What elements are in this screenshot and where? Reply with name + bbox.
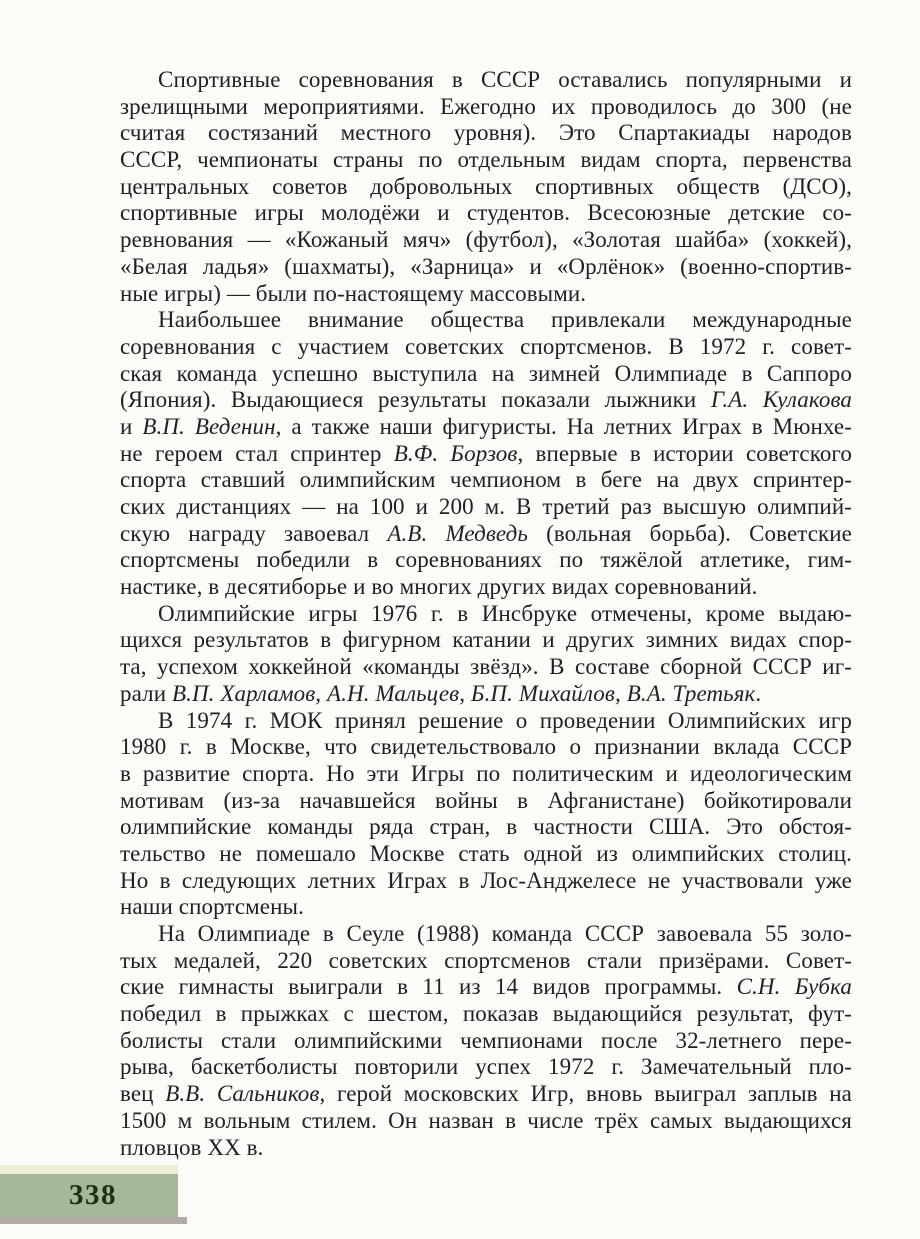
text-line xyxy=(120,441,852,468)
text-line xyxy=(120,307,852,334)
person-name: В.Ф. Борзов xyxy=(393,440,518,466)
text-line xyxy=(120,200,852,227)
text-line xyxy=(120,627,852,654)
text-line xyxy=(120,94,852,121)
band-bottom-shadow xyxy=(0,1217,187,1224)
text-line xyxy=(120,521,852,548)
text-line xyxy=(120,948,852,975)
text-segment: центральных советов добровольных спортивных обществ (ДСО), xyxy=(120,173,852,199)
text-segment: Спортивные соревнования в СССР оставались популярными и xyxy=(158,67,852,92)
text-segment: болисты стали олимпийскими чемпионами после 32-летнего пере- xyxy=(120,1027,852,1053)
text-segment: спорта ставший олимпийским чемпионом в беге на двух спринтер- xyxy=(120,467,852,493)
text-line xyxy=(120,281,852,308)
text-line xyxy=(120,467,852,494)
text-line xyxy=(120,1054,852,1081)
text-line xyxy=(120,414,852,441)
text-segment: ревнования — «Кожаный мяч» (футбол), «Золотая шайба» (хоккей), xyxy=(120,227,852,253)
text-line xyxy=(120,734,852,761)
text-segment: наши спортсмены. xyxy=(120,894,304,920)
text-line xyxy=(120,841,852,868)
text-line xyxy=(120,254,852,281)
band-top-edge xyxy=(0,1165,178,1174)
text-segment: (вольная борьба). Советские xyxy=(527,520,852,546)
text-line xyxy=(120,67,852,94)
text-line xyxy=(120,708,852,735)
text-segment: Олимпийские игры 1976 г. в Инсбруке отмечены, кроме выдаю- xyxy=(158,600,852,626)
text-segment: ская команда успешно выступила на зимней Олимпиаде в Саппоро xyxy=(120,360,852,386)
text-line xyxy=(120,974,852,1001)
text-segment: в развитие спорта. Но эти Игры по политическим и идеологическим xyxy=(120,760,852,786)
text-line xyxy=(120,894,852,921)
text-segment: пловцов XX в. xyxy=(120,1134,264,1160)
text-line xyxy=(120,761,852,788)
paragraph xyxy=(120,921,852,1161)
paragraph xyxy=(120,708,852,922)
person-name: В.В. Сальников xyxy=(165,1081,320,1107)
text-segment: зрелищными мероприятиями. Ежегодно их проводилось до 300 (не xyxy=(120,93,852,119)
text-line xyxy=(120,334,852,361)
text-line xyxy=(120,1135,852,1162)
text-segment: ские гимнасты выиграли в 11 из 14 видов программы. xyxy=(120,974,737,1000)
person-name: В.П. Харламов, А.Н. Мальцев, Б.П. Михайлов, В.А. Третьяк xyxy=(171,680,756,706)
text-line xyxy=(120,387,852,414)
page-number: 338 xyxy=(69,1179,117,1211)
person-name: А.В. Медведь xyxy=(387,520,528,546)
text-segment: , впервые в истории советского xyxy=(517,440,852,466)
band-green-strip xyxy=(0,1174,178,1217)
text-segment: тых медалей, 220 советских спортсменов стали призёрами. Совет- xyxy=(120,947,852,973)
person-name: С.Н. Бубка xyxy=(736,974,852,1000)
text-segment: «Белая ладья» (шахматы), «Зарница» и «Орлёнок» (военно-спортив- xyxy=(120,253,852,279)
text-line xyxy=(120,227,852,254)
text-segment: Но в следующих летних Играх в Лос-Анджелесе не участвовали уже xyxy=(120,867,852,893)
text-segment: СССР, чемпионаты страны по отдельным видам спорта, первенства xyxy=(120,147,852,173)
text-line xyxy=(120,601,852,628)
text-segment: В 1974 г. МОК принял решение о проведении Олимпийских игр xyxy=(158,707,852,733)
text-segment: настике, в десятиборье и во многих других видах соревнований. xyxy=(120,574,758,600)
text-segment: и xyxy=(120,413,143,439)
text-line xyxy=(120,814,852,841)
text-segment: вец xyxy=(120,1081,166,1107)
text-segment: спортсмены победили в соревнованиях по тяжёлой атлетике, гим- xyxy=(120,547,852,573)
text-segment: рали xyxy=(120,680,172,706)
text-segment: не героем стал спринтер xyxy=(120,440,394,466)
text-segment: скую награду завоевал xyxy=(120,520,388,546)
text-line xyxy=(120,1028,852,1055)
text-line xyxy=(120,921,852,948)
text-block xyxy=(120,67,852,1161)
text-segment: На Олимпиаде в Сеуле (1988) команда СССР завоевала 55 золо- xyxy=(158,921,852,946)
text-segment: щихся результатов в фигурном катании и других зимних видах спор- xyxy=(120,627,852,653)
text-line xyxy=(120,1081,852,1108)
text-segment: рыва, баскетболисты повторили успех 1972 г. Замечательный пло- xyxy=(120,1054,852,1080)
text-line xyxy=(120,1001,852,1028)
text-line xyxy=(120,494,852,521)
paragraph xyxy=(120,601,852,708)
text-line xyxy=(120,120,852,147)
text-segment: тельство не помешало Москве стать одной из олимпийских столиц. xyxy=(120,840,852,866)
text-segment: , герой московских Игр, вновь выиграл заплыв на xyxy=(319,1081,852,1107)
person-name: В.П. Веденин xyxy=(142,413,276,439)
text-segment: 1500 м вольным стилем. Он назван в числе трёх самых выдающихся xyxy=(120,1107,852,1133)
text-segment: та, успехом хоккейной «команды звёзд». В составе сборной СССР иг- xyxy=(120,654,852,680)
text-line xyxy=(120,361,852,388)
text-segment: спортивные игры молодёжи и студентов. Всесоюзные детские со- xyxy=(120,200,852,226)
text-line xyxy=(120,147,852,174)
text-segment: (Япония). Выдающиеся результаты показали лыжники xyxy=(120,387,711,413)
person-name: Г.А. Кулакова xyxy=(710,387,852,413)
text-segment: 1980 г. в Москве, что свидетельствовало о признании вклада СССР xyxy=(120,734,852,760)
text-line xyxy=(120,1108,852,1135)
text-line xyxy=(120,788,852,815)
text-segment: соревнования с участием советских спортсменов. В 1972 г. совет- xyxy=(120,333,852,359)
text-segment: . xyxy=(755,680,762,706)
text-line xyxy=(120,681,852,708)
text-segment: считая состязаний местного уровня). Это Спартакиады народов xyxy=(120,120,852,146)
text-segment: олимпийские команды ряда стран, в частности США. Это обстоя- xyxy=(120,814,852,840)
text-line xyxy=(120,174,852,201)
text-segment: Наибольшее внимание общества привлекали международные xyxy=(158,307,852,333)
text-line xyxy=(120,574,852,601)
text-segment: мотивам (из-за начавшейся войны в Афганистане) бойкотировали xyxy=(120,787,852,813)
text-segment: ских дистанциях — на 100 и 200 м. В третий раз высшую олимпий- xyxy=(120,494,852,519)
text-line xyxy=(120,547,852,574)
text-line xyxy=(120,654,852,681)
paragraph xyxy=(120,67,852,307)
page-number-band xyxy=(0,1165,187,1224)
text-segment: победил в прыжках с шестом, показав выдающийся результат, фут- xyxy=(120,1001,852,1027)
paragraph xyxy=(120,307,852,601)
text-segment: , а также наши фигуристы. На летних Играх в Мюнхе- xyxy=(275,413,852,439)
text-line xyxy=(120,868,852,895)
text-segment: ные игры) — были по-настоящему массовыми. xyxy=(120,280,587,306)
